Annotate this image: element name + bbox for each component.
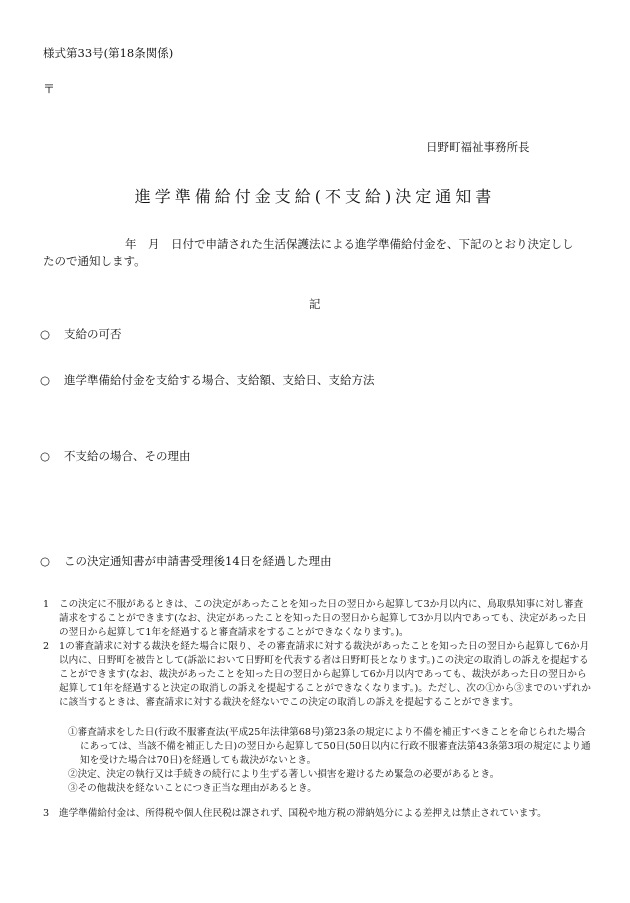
note-number: 3 <box>43 808 50 819</box>
note-text: この決定に不服があるときは、この決定があったことを知った日の翌日から起算して3か月以内に、鳥取県知事に対し審査請求をすることができます(なお、決定があったことを知った日の翌日から起算して3か月以内であっても、決定があった日の翌日から起算して1年を経過すると審査請求をすることができなくなります。)。 <box>59 599 587 638</box>
note-text: 1の審査請求に対する裁決を経た場合に限り、その審査請求に対する裁決があったことを知った日の翌日から起算して6か月以内に、日野町を被告として(訴訟において日野町を代表する者は日野町長となります。)この決定の取消しの訴えを提起することができます(なお、裁決があったことを知った日の翌日から起算して6か月以内であっても、裁決があった日の翌日から起算して1年を経過すると決定の取消しの訴えを提起することができなくなります。)。ただし、次の①から③までのいずれかに該当するときは、審査請求に対する裁決を経ないでこの決定の取消しの訴えを提起することができます。 <box>59 641 591 708</box>
ki-heading: 記 <box>309 297 321 311</box>
item-bullet: ○ <box>40 449 51 463</box>
note-1 <box>43 598 591 640</box>
intro-line-2: たので通知します。 <box>43 254 146 268</box>
note-2 <box>43 640 591 710</box>
item-payment-details <box>40 372 375 388</box>
item-bullet: ○ <box>40 554 51 568</box>
intro-paragraph <box>43 236 588 270</box>
item-label: 進学準備給付金を支給する場合、支給額、支給日、支給方法 <box>64 373 375 387</box>
note-number: 2 <box>43 641 50 652</box>
item-approval <box>40 326 122 342</box>
item-bullet: ○ <box>40 373 51 387</box>
form-number: 様式第33号(第18条関係) <box>43 46 174 60</box>
postal-mark: 〒 <box>43 82 56 96</box>
item-delay-reason <box>40 553 332 569</box>
exception-list <box>68 726 592 796</box>
exception-item: ②決定、決定の執行又は手続きの続行により生ずる著しい損害を避けるため緊急の必要があるとき。 <box>68 769 500 780</box>
issuer-name: 日野町福祉事務所長 <box>426 140 530 154</box>
item-label: この決定通知書が申請書受理後14日を経過した理由 <box>64 554 332 568</box>
exception-item: ③その他裁決を経ないことにつき正当な理由があるとき。 <box>68 783 317 794</box>
item-label: 支給の可否 <box>64 327 122 341</box>
exception-item: ①審査請求をした日(行政不服審査法(平成25年法律第68号)第23条の規定により不備を補正すべきことを命じられた場合にあっては、当該不備を補正した日)の翌日から起算して50日(50日以内に行政不服審査法第43条第3項の規定により通知を受けた場合は70日)を経過しても裁決がないとき。 <box>68 727 591 766</box>
intro-line-1: 年 月 日付で申請された生活保護法による進学準備給付金を、下記のとおり決定しし <box>125 237 574 251</box>
item-label: 不支給の場合、その理由 <box>64 449 191 463</box>
note-3 <box>43 807 591 821</box>
item-rejection-reason <box>40 448 191 464</box>
document-title: 進学準備給付金支給(不支給)決定通知書 <box>134 187 496 206</box>
note-text: 進学準備給付金は、所得税や個人住民税は課されず、国税や地方税の滞納処分による差押えは禁止されています。 <box>59 808 547 819</box>
note-number: 1 <box>43 599 50 610</box>
item-bullet: ○ <box>40 327 51 341</box>
